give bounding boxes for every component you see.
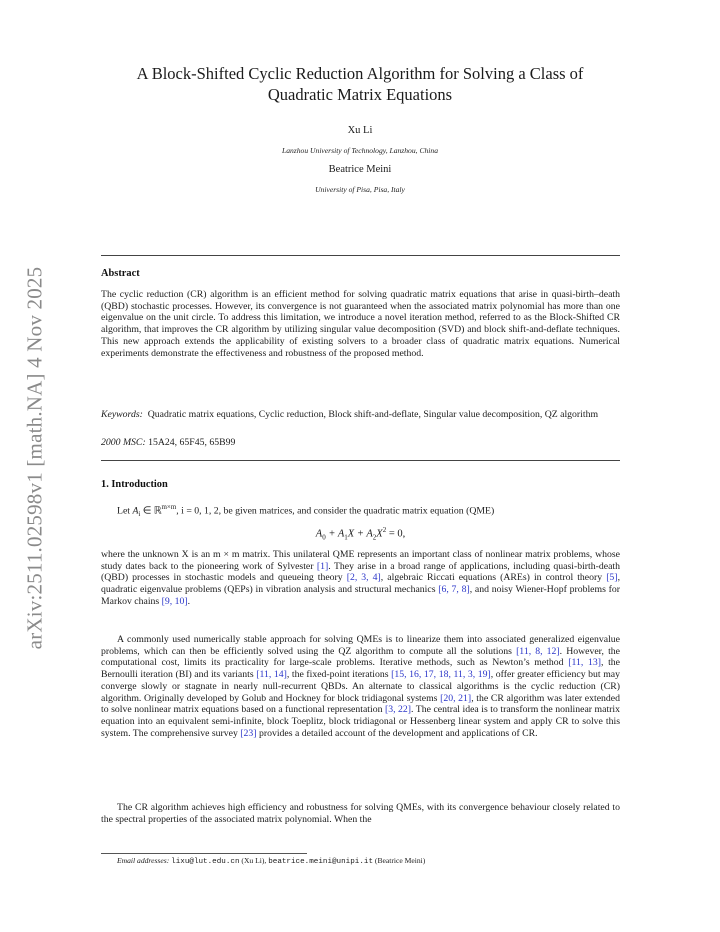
- keywords-line: [101, 409, 620, 421]
- intro-lead-pre: Let: [117, 505, 133, 517]
- p2-text-5: , offer greater efficiency but may converge slowly or stagnate in nearly null-recurrent QBDs. An alternate to classical algorithms is the cyclic reduction (CR) algorithm. Originally developed by Golub and Hockney for block tridiagonal systems: [101, 669, 620, 704]
- eq-s2: 2: [372, 533, 377, 542]
- p1-text-1: where the unknown X is an m × m matrix. This unilateral QME represents an important class of nonlinear matrix problems, whose study dates back to the pioneering work of Sylvester: [101, 549, 620, 572]
- author-affiliation-2: University of Pisa, Pisa, Italy: [315, 185, 405, 194]
- author-name-2: Beatrice Meini: [328, 164, 392, 175]
- p2-text-7: . The central idea is to transform the nonlinear matrix equation into an equivalent semi-infinite, block Toeplitz, block tridiagonal or Hessenberg linear system and apply CR to solve this system. The comprehensive survey: [101, 704, 620, 739]
- intro-paragraph-3: The CR algorithm achieves high efficiency and robustness for solving QMEs, with its convergence behaviour closely related to the spectral properties of the associated matrix polynomial. When the: [101, 802, 620, 825]
- eq-rhs: = 0,: [386, 528, 406, 540]
- p1-text-4: , quadratic eigenvalue problems (QEPs) in vibration analysis and structural mechanics: [101, 572, 620, 596]
- citation-link[interactable]: [23]: [240, 727, 257, 739]
- eq-x1: X: [347, 528, 355, 540]
- intro-lead-sentence: [101, 502, 620, 521]
- eq-s1: 1: [344, 533, 348, 542]
- arxiv-identifier-stamp: [18, 248, 52, 668]
- intro-lead-sup: m×m: [161, 503, 177, 511]
- msc-codes: 15A24, 65F45, 65B99: [148, 437, 236, 448]
- email-beatrice-meini[interactable]: beatrice.meini@unipi.it: [268, 858, 374, 866]
- p1-text-6: .: [187, 595, 191, 607]
- eq-a1: A: [337, 528, 345, 540]
- intro-lead-sub: i: [138, 510, 141, 519]
- footnote-name-1: (Xu Li),: [239, 856, 269, 865]
- eq-x2: X: [376, 528, 383, 540]
- citation-link[interactable]: [2, 3, 4]: [346, 572, 381, 584]
- citation-link[interactable]: [11, 13]: [568, 657, 601, 669]
- qme-equation: $A_0 + A_1X + A_2X^2 = 0$,: [315, 526, 406, 542]
- introduction-heading: 1. Introduction: [101, 479, 168, 490]
- abstract-bottom-rule: [101, 460, 620, 461]
- title-line-2: Quadratic Matrix Equations: [267, 85, 453, 104]
- citation-link[interactable]: [3, 22]: [384, 704, 412, 716]
- eq-s0: 0: [322, 533, 326, 542]
- author-affiliation-1: Lanzhou University of Technology, Lanzhou, China: [281, 146, 439, 155]
- abstract-text: The cyclic reduction (CR) algorithm is an efficient method for solving quadratic matrix equations that arise in quasi-birth–death (QBD) stochastic processes. However, its convergence is not guaranteed when the associated matrix polynomial has more than one eigenvalue on the unit circle. To address this limitation, we introduce a novel iteration method, referred to as the Block-Shifted CR algorithm, that improves the CR algorithm by utilizing singular value decomposition (SVD) and block shift-and-deflate techniques. This new approach extends the applicability of existing solvers to a broader class of quadratic matrix equations. Numerical experiments demonstrate the effectiveness and robustness of the proposed method.: [101, 289, 620, 359]
- paper-title: [100, 63, 620, 105]
- p2-text-3: , the Bernoulli iteration (BI) and its variants: [101, 657, 620, 681]
- p1-text-3: , algebraic Riccati equations (AREs) in control theory: [380, 572, 607, 584]
- citation-link[interactable]: [6, 7, 8]: [438, 584, 470, 596]
- intro-lead-in: ∈ ℝ: [140, 505, 162, 517]
- intro-paragraph-2: [101, 634, 620, 739]
- footnote-name-2: (Beatrice Meini): [373, 856, 426, 865]
- msc-line: [101, 437, 620, 449]
- p1-text-2: . They arise in a broad range of applications, including quasi-birth-death (QBD) processes in stochastic models and queueing theory: [101, 560, 620, 584]
- eq-a2: A: [366, 528, 373, 540]
- msc-label: 2000 MSC:: [101, 437, 146, 448]
- p2-text-1: A commonly used numerically stable approach for solving QMEs is to linearize them into associated generalized eigenvalue problems, which can then be efficiently solved using the QZ algorithm to compute all the solutions: [101, 634, 620, 657]
- footnote-emails: [117, 856, 425, 866]
- p2-text-6: , the CR algorithm was later extended to solve nonlinear matrix equations based on a functional representation: [101, 692, 620, 716]
- abstract-top-rule: [101, 255, 620, 256]
- citation-link[interactable]: [9, 10]: [161, 595, 188, 607]
- arxiv-identifier-text: arXiv:2511.02598v1 [math.NA] 4 Nov 2025: [22, 266, 47, 650]
- intro-paragraph-1: [101, 549, 620, 608]
- intro-lead-post: , i = 0, 1, 2, be given matrices, and consider the quadratic matrix equation (QME): [176, 505, 495, 517]
- citation-link[interactable]: [11, 8, 12]: [516, 645, 560, 657]
- citation-link[interactable]: [11, 14]: [256, 669, 287, 681]
- footnote-rule: [101, 853, 307, 854]
- citation-link[interactable]: [5]: [606, 572, 618, 584]
- p1-text-5: , and noisy Wiener-Hopf problems for Markov chains: [101, 584, 620, 607]
- title-line-1: A Block-Shifted Cyclic Reduction Algorithm for Solving a Class of: [136, 64, 584, 83]
- p2-text-8: provides a detailed account of the development and applications of CR.: [256, 727, 538, 739]
- author-name-1: Xu Li: [347, 125, 373, 136]
- email-xu-li[interactable]: lixu@lut.edu.cn: [171, 858, 240, 866]
- p2-text-2: . However, the computational cost, limits its practicality for large-scale problems. Iterative methods, such as Newton’s method: [101, 645, 620, 669]
- citation-link[interactable]: [20, 21]: [440, 692, 472, 704]
- eq-a0: A: [315, 528, 323, 540]
- citation-link[interactable]: [1]: [316, 560, 329, 572]
- eq-p2: 2: [382, 526, 387, 534]
- keywords-label: Keywords:: [101, 409, 143, 420]
- intro-lead-var: A: [132, 505, 139, 517]
- keywords-text: Quadratic matrix equations, Cyclic reduction, Block shift-and-deflate, Singular value decomposition, QZ algorithm: [147, 409, 599, 420]
- abstract-heading: Abstract: [101, 268, 140, 279]
- footnote-label: Email addresses:: [117, 856, 170, 865]
- p2-text-4: , the fixed-point iterations: [286, 669, 392, 681]
- citation-link[interactable]: [15, 16, 17, 18, 11, 3, 19]: [391, 669, 491, 681]
